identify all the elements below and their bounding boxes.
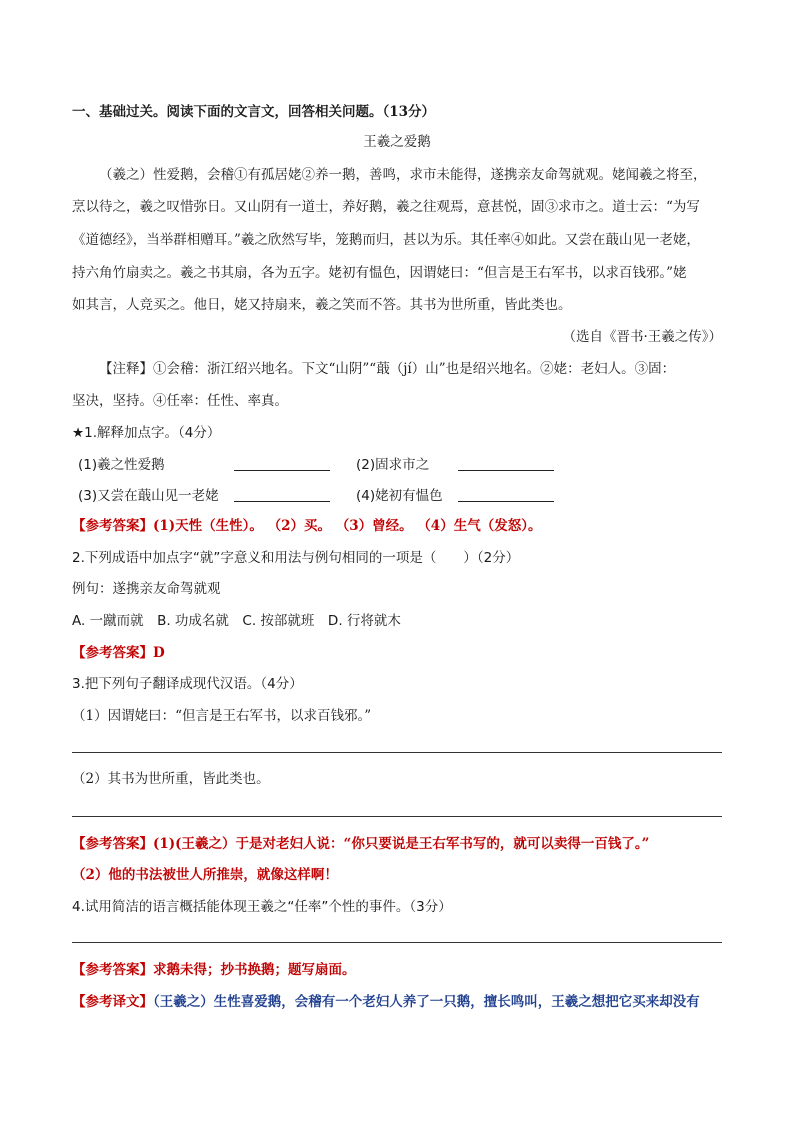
- q4-answer-line[interactable]: [72, 942, 722, 943]
- q3-sentence-2: （2）其书为世所重，皆此类也。: [72, 771, 270, 787]
- translation-label: 【参考译文】: [72, 994, 153, 1010]
- passage-line-1: （羲之）性爱鹅，会稽①有孤居姥②养一鹅，善鸣，求市未能得，遂携亲友命驾就观。姥闻羲之将至，: [99, 167, 707, 183]
- q3-answer-line-2[interactable]: [72, 816, 722, 817]
- q2-options: A. 一蹴而就 B. 功成名就 C. 按部就班 D. 行将就木: [72, 613, 401, 629]
- passage-line-3: 《道德经》，当举群相赠耳。”羲之欣然写毕，笼鹅而归，甚以为乐。其任率④如此。又尝在蕺山见一老姥，: [72, 232, 700, 248]
- q1-answer-blank-3[interactable]: [234, 487, 330, 502]
- q4-answer-text: 求鹅未得；抄书换鹅；题写扇面。: [153, 962, 356, 978]
- passage-source: （选自《晋书·王羲之传》）: [562, 329, 722, 345]
- q4-answer-label: 【参考答案】: [72, 962, 153, 978]
- q3-answer-text-1: (1)(王羲之）于是对老妇人说：“你只要说是王右军书写的，就可以卖得一百钱了。”: [153, 836, 650, 852]
- q1-item-4: (4)姥初有愠色: [356, 488, 443, 504]
- q1-row-1: [72, 456, 722, 474]
- q2-title: 2.下列成语中加点字“就”字意义和用法与例句相同的一项是（ ）（2分）: [72, 550, 520, 566]
- q2-answer-label: 【参考答案】: [72, 645, 153, 661]
- q2-example: 例句：遂携亲友命驾就观: [72, 581, 221, 597]
- q3-title: 3.把下列句子翻译成现代汉语。（4分）: [72, 676, 303, 692]
- note-line-2: 坚决，坚持。④任率：任性、率真。: [72, 393, 288, 409]
- q3-sentence-1: （1）因谓姥曰：“但言是王右军书，以求百钱邪。”: [72, 708, 372, 724]
- q1-item-3: (3)又尝在蕺山见一老姥: [78, 488, 219, 504]
- q1-answer-blank-1[interactable]: [234, 456, 330, 471]
- q4-title: 4.试用简洁的语言概括能体现王羲之“任率”个性的事件。（3分）: [72, 899, 452, 915]
- q3-answer-label: 【参考答案】: [72, 836, 153, 852]
- note-line-1: 【注释】①会稽：浙江绍兴地名。下文“山阴”“蕺（jí）山”也是绍兴地名。②姥：老妇人。③固：: [99, 361, 676, 377]
- q1-answer-blank-4[interactable]: [458, 487, 554, 502]
- q1-answer-text: (1)天性（生性）。 （2）买。 （3）曾经。 （4）生气（发怒）。: [153, 518, 542, 534]
- passage-line-2: 烹以待之，羲之叹惜弥日。又山阴有一道士，养好鹅，羲之往观焉，意甚悦，固③求市之。道士云：“为写: [72, 199, 700, 215]
- q4-answer: [72, 961, 722, 979]
- q1-answer-label: 【参考答案】: [72, 518, 153, 534]
- q2-answer: [72, 644, 722, 662]
- q3-answer-1: [72, 835, 722, 853]
- q3-answer-2: （2）他的书法被世人所推崇，就像这样啊！: [72, 867, 338, 883]
- passage-title: 王羲之爱鹅: [363, 134, 431, 150]
- q1-answer: [72, 517, 722, 535]
- q2-answer-text: D: [153, 645, 165, 661]
- translation-text: （王羲之）生性喜爱鹅，会稽有一个老妇人养了一只鹅，擅长鸣叫，王羲之想把它买来却没有: [153, 994, 700, 1010]
- q1-row-2: [72, 487, 722, 505]
- q1-answer-blank-2[interactable]: [458, 456, 554, 471]
- passage-line-4: 持六角竹扇卖之。羲之书其扇，各为五字。姥初有愠色，因谓姥曰：“但言是王右军书，以求百钱邪。”姥: [72, 265, 687, 281]
- q1-item-2: (2)固求市之: [356, 457, 430, 473]
- q3-answer-line-1[interactable]: [72, 752, 722, 753]
- translation: [72, 993, 722, 1011]
- q1-item-1: (1)羲之性爱鹅: [78, 457, 165, 473]
- passage-line-5: 如其言，人竞买之。他日，姥又持扇来，羲之笑而不答。其书为世所重，皆此类也。: [72, 297, 572, 313]
- q1-title: ★1.解释加点字。（4分）: [72, 425, 221, 441]
- section-title: 一、基础过关。阅读下面的文言文，回答相关问题。（13分）: [72, 104, 436, 120]
